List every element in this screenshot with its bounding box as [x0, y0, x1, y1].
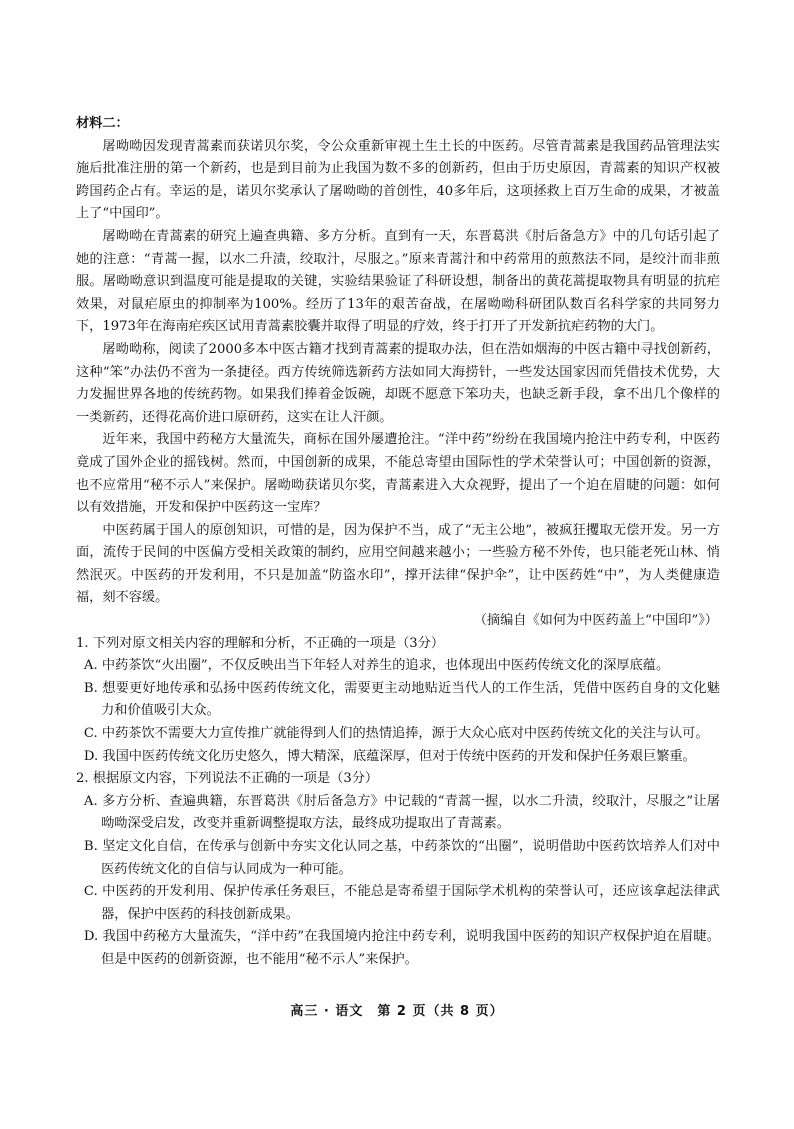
- option-c: C. 中医药的开发利用、保护传承任务艰巨，不能总是寄希望于国际学术机构的荣誉认可，还应该拿起法律武器，保护中医药的科技创新成果。: [83, 884, 720, 922]
- option-b: B. 坚定文化自信，在传承与创新中夯实文化认同之基，中药茶饮的“出圈”，说明借助中医药饮培养人们对中医药传统文化的自信与认同成为一种可能。: [83, 839, 720, 877]
- page-footer: 高三 · 语文 第 2 页（共 8 页）: [290, 1004, 504, 1019]
- option-a: A. 多方分析、查遍典籍，东晋葛洪《肘后备急方》中记载的“青蒿一握，以水二升渍，绞取汁，尽服之”让屠呦呦深受启发，改变并重新调整提取方法，最终成功提取出了青蒿素。: [83, 793, 720, 832]
- question-stem: 1. 下列对原文相关内容的理解和分析，不正确的一项是（3分）: [76, 635, 445, 651]
- material-paragraph: 屠呦呦称，阅读了2000多本中医古籍才找到青蒿素的提取办法，但在浩如烟海的中医古籍中寻找创新药，这种“笨”办法仍不啻为一条捷径。西方传统筛选新药方法如同大海捞针，一些发达国家因而凭借技术优势，大力发掘世界各地的传统药物。如果我们捧着金饭碗，却既不愿意下笨功夫，也缺乏新手段，拿不出几个像样的一类新药，还得花高价进口原研药，这实在让人汗颜。: [76, 341, 720, 425]
- question-1: [76, 633, 720, 769]
- material-paragraph: 近年来，我国中药秘方大量流失，商标在国外屡遭抢注。“洋中药”纷纷在我国境内抢注中药专利，中医药竟成了国外企业的摇钱树。然而，中国创新的成果，不能总寄望由国际性的学术荣誉认可；中国创新的资源，也不应常用“秘不示人”来保护。屠呦呦获诺贝尔奖，青蒿素进入大众视野，提出了一个迫在眉睫的问题：如何以有效措施，开发和保护中医药这一宝库？: [76, 432, 720, 516]
- option-c: C. 中药茶饮不需要大力宣传推广就能得到人们的热情追捧，源于大众心底对中医药传统文化的关注与认可。: [83, 726, 709, 742]
- question-stem: 2. 根据原文内容，下列说法不正确的一项是（3分）: [76, 771, 379, 787]
- option-a: A. 中药茶饮“火出圈”，不仅反映出当下年轻人对养生的追求，也体现出中医药传统文化的深厚底蕴。: [83, 658, 670, 674]
- page-content: [76, 113, 720, 972]
- material-paragraph: 屠呦呦因发现青蒿素而获诺贝尔奖，令公众重新审视土生土长的中医药。尽管青蒿素是我国药品管理法实施后批准注册的第一个新药，也是到目前为止我国为数不多的创新药，但由于历史原因，青蒿素的知识产权被跨国药企占有。幸运的是，诺贝尔奖承认了屠呦呦的首创性，40多年后，这项拯救上百万生命的成果，才被盖上了“中国印”。: [76, 138, 720, 222]
- question-2: [76, 768, 720, 971]
- option-d: D. 我国中药秘方大量流失，“洋中药”在我国境内抢注中药专利，说明我国中医药的知识产权保护迫在眉睫。但是中医药的创新资源，也不能用“秘不示人”来保护。: [83, 929, 720, 967]
- option-d: D. 我国中医药传统文化历史悠久，博大精深，底蕴深厚，但对于传统中医药的开发和保护任务艰巨繁重。: [83, 748, 696, 764]
- material-paragraph: 屠呦呦在青蒿素的研究上遍查典籍、多方分析。直到有一天，东晋葛洪《肘后备急方》中的几句话引起了她的注意：“青蒿一握，以水二升渍，绞取汁，尽服之。”原来青蒿汁和中药常用的煎熬法不同，是绞汁而非煎服。屠呦呦意识到温度可能是提取的关键，实验结果验证了科研设想，制备出的黄花蒿提取物具有明显的抗疟效果，对鼠疟原虫的抑制率为100%。经历了13年的艰苦奋战，在屠呦呦科研团队数百名科学家的共同努力下，1973年在海南疟疾区试用青蒿素胶囊并取得了明显的疗效，终于打开了开发新抗疟药物的大门。: [76, 228, 720, 335]
- option-b: B. 想要更好地传承和弘扬中医药传统文化，需要更主动地贴近当代人的工作生活，凭借中医药自身的文化魅力和价值吸引大众。: [83, 680, 720, 719]
- material-paragraph: 中医药属于国人的原创知识，可惜的是，因为保护不当，成了“无主公地”，被疯狂攫取无偿开发。另一方面，流传于民间的中医偏方受相关政策的制约，应用空间越来越小；一些验方秘不外传，也只能老死山林、悄然泯灭。中医药的开发利用，不只是加盖“防盗水印”，撑开法律“保护伞”，让中医药姓“中”，为人类健康造福，刻不容缓。: [76, 522, 720, 606]
- material-heading: 材料二：: [76, 116, 129, 131]
- material-source: （摘编自《如何为中医药盖上“中国印”》）: [473, 613, 718, 629]
